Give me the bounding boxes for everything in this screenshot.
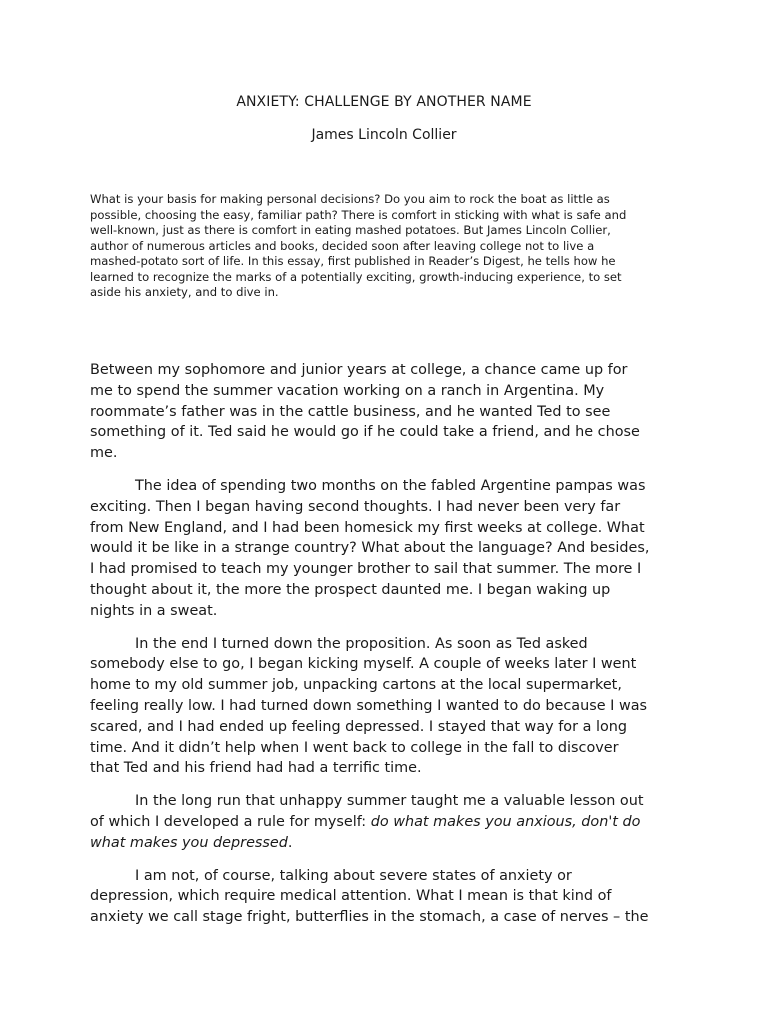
body-paragraph-4 <box>90 791 690 853</box>
intro-paragraph <box>90 192 680 301</box>
body-paragraph-5 <box>90 866 690 928</box>
body-line: I am not, of course, talking about severe states of anxiety or <box>135 867 572 884</box>
body-line: Between my sophomore and junior years at college, a chance came up for <box>90 362 628 378</box>
body-paragraph-1 <box>90 360 690 464</box>
rule-emphasis: do what makes you anxious, don't do <box>370 813 641 830</box>
essay-body <box>90 360 690 940</box>
body-line: exciting. Then I began having second thoughts. I had never been very far <box>90 498 621 515</box>
body-line: feeling really low. I had turned down something I wanted to do because I was <box>90 697 648 714</box>
body-line: nights in a sweat. <box>90 602 218 619</box>
body-line: me to spend the summer vacation working on a ranch in Argentina. My <box>90 382 605 399</box>
body-paragraph-3 <box>90 634 690 780</box>
body-line: something of it. Ted said he would go if he could take a friend, and he chose <box>90 424 640 441</box>
body-line: time. And it didn’t help when I went back to college in the fall to discover <box>90 739 619 756</box>
body-line: roommate’s father was in the cattle business, and he wanted Ted to see <box>90 403 611 420</box>
essay-title: ANXIETY: CHALLENGE BY ANOTHER NAME <box>236 94 532 110</box>
intro-line: author of numerous articles and books, decided soon after leaving college not to live a <box>90 238 595 253</box>
intro-line: learned to recognize the marks of a potentially exciting, growth-inducing experience, to set <box>90 269 622 284</box>
body-line: that Ted and his friend had had a terrific time. <box>90 760 422 777</box>
body-line <box>90 833 690 854</box>
intro-line: What is your basis for making personal decisions? Do you aim to rock the boat as little as <box>90 192 610 206</box>
intro-line: well-known, just as there is comfort in eating mashed potatoes. But James Lincoln Collier, <box>90 223 611 237</box>
body-line: anxiety we call stage fright, butterflies in the stomach, a case of nerves – the <box>90 909 649 926</box>
body-line: home to my old summer job, unpacking cartons at the local supermarket, <box>90 677 622 694</box>
essay-author: James Lincoln Collier <box>311 127 457 143</box>
body-text: of which I developed a rule for myself: <box>90 813 371 830</box>
body-line: I had promised to teach my younger brother to sail that summer. The more I <box>90 561 642 578</box>
body-line: In the end I turned down the proposition. As soon as Ted asked <box>135 635 588 652</box>
body-line: would it be like in a strange country? What about the language? And besides, <box>90 540 650 557</box>
body-line: The idea of spending two months on the fabled Argentine pampas was <box>135 477 646 494</box>
body-paragraph-2 <box>90 476 690 622</box>
body-line: somebody else to go, I began kicking myself. A couple of weeks later I went <box>90 656 637 673</box>
intro-line: mashed-potato sort of life. In this essay, first published in Reader’s Digest, he tells how he <box>90 254 616 268</box>
body-line: from New England, and I had been homesick my first weeks at college. What <box>90 519 645 536</box>
body-line: scared, and I had ended up feeling depressed. I stayed that way for a long <box>90 718 628 735</box>
rule-emphasis: what makes you depressed <box>90 834 288 851</box>
body-text: . <box>287 834 293 851</box>
intro-line: possible, choosing the easy, familiar path? There is comfort in sticking with what is safe and <box>90 207 627 222</box>
body-line: thought about it, the more the prospect daunted me. I began waking up <box>90 581 611 598</box>
body-line <box>90 812 690 833</box>
body-line: In the long run that unhappy summer taught me a valuable lesson out <box>135 793 644 810</box>
intro-line: aside his anxiety, and to dive in. <box>90 285 279 299</box>
body-line: depression, which require medical attention. What I mean is that kind of <box>90 888 612 905</box>
body-line: me. <box>90 445 118 462</box>
